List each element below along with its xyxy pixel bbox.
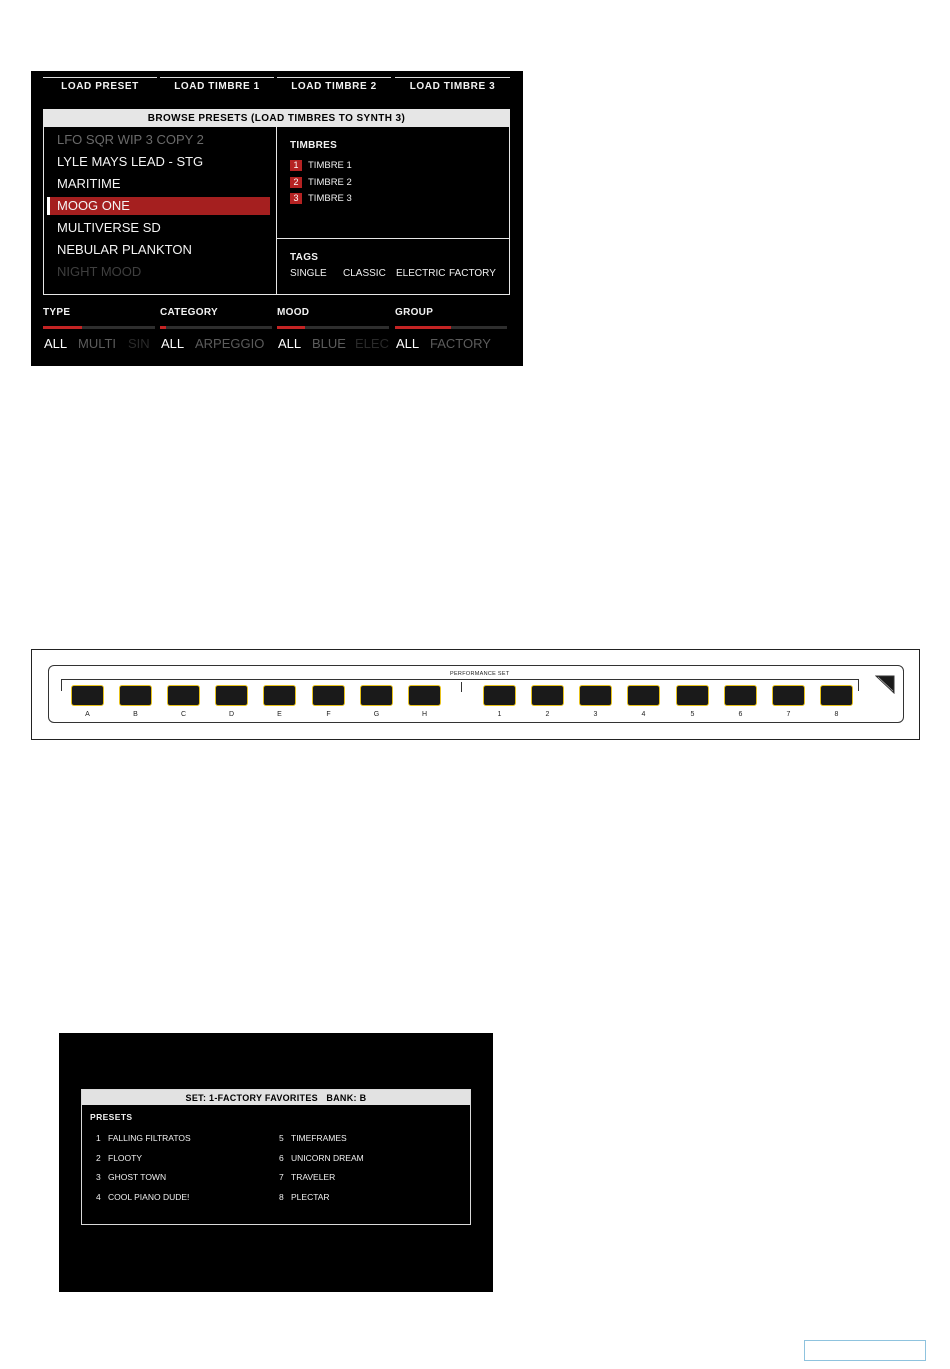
tags-divider — [277, 238, 509, 239]
tab-load-timbre-2[interactable]: LOAD TIMBRE 2 — [277, 77, 391, 95]
preset-key-button[interactable] — [579, 685, 612, 706]
browse-panel — [43, 109, 510, 295]
timbre-row-3 — [290, 192, 352, 204]
filter-scroll-fill — [160, 326, 166, 329]
set-preset-item[interactable] — [279, 1172, 335, 1184]
preset-key-button[interactable] — [724, 685, 757, 706]
filter-option[interactable]: ELEC — [355, 336, 389, 351]
timbre-row-2 — [290, 176, 352, 188]
bank-key-label: H — [421, 711, 428, 718]
tab-load-timbre-3[interactable]: LOAD TIMBRE 3 — [395, 77, 510, 95]
bank-key-button[interactable] — [167, 685, 200, 706]
set-preset-number: 7 — [279, 1172, 284, 1182]
filter-group[interactable] — [395, 307, 507, 357]
filter-option-selected[interactable]: ALL — [44, 336, 68, 351]
set-preset-name: COOL PIANO DUDE! — [108, 1191, 190, 1202]
browse-presets-screen — [31, 71, 523, 366]
bank-key-button[interactable] — [312, 685, 345, 706]
bank-key-label: D — [228, 711, 235, 718]
preset-key-button[interactable] — [676, 685, 709, 706]
preset-item[interactable]: NIGHT MOOD — [57, 264, 142, 279]
tag-classic: CLASSIC — [343, 268, 386, 279]
timbre-number-badge: 2 — [290, 177, 302, 188]
set-preset-item[interactable] — [96, 1153, 142, 1165]
preset-key-button[interactable] — [627, 685, 660, 706]
set-preset-number: 5 — [279, 1133, 284, 1143]
bracket-divider — [461, 682, 462, 692]
page-number-box — [804, 1340, 926, 1361]
bank-key-button[interactable] — [263, 685, 296, 706]
filter-label: TYPE — [43, 307, 71, 318]
timbre-label: TIMBRE 1 — [308, 159, 352, 171]
filter-mood[interactable] — [277, 307, 389, 357]
set-bank-screen — [59, 1033, 493, 1292]
preset-key-button[interactable] — [820, 685, 853, 706]
set-preset-name: GHOST TOWN — [108, 1172, 167, 1182]
set-preset-name: TIMEFRAMES — [291, 1133, 347, 1143]
set-preset-number: 1 — [96, 1133, 101, 1143]
preset-item[interactable]: LYLE MAYS LEAD - STG — [57, 154, 204, 169]
tab-load-preset[interactable]: LOAD PRESET — [43, 77, 157, 95]
preset-key-label: 5 — [690, 711, 695, 718]
filter-scroll-track[interactable] — [160, 326, 272, 329]
filter-type[interactable] — [43, 307, 155, 357]
preset-key-button[interactable] — [531, 685, 564, 706]
browse-panel-title: BROWSE PRESETS (LOAD TIMBRES TO SYNTH 3) — [44, 110, 509, 127]
tag-single: SINGLE — [290, 268, 327, 279]
list-cursor — [47, 197, 50, 215]
tag-electric: ELECTRIC — [396, 268, 446, 279]
preset-item[interactable]: LFO SQR WIP 3 COPY 2 — [57, 132, 204, 147]
filter-category[interactable] — [160, 307, 272, 357]
preset-item[interactable]: NEBULAR PLANKTON — [57, 242, 192, 257]
set-preset-number: 3 — [96, 1172, 101, 1182]
performance-set-diagram — [31, 649, 920, 740]
set-preset-item[interactable] — [96, 1172, 166, 1184]
set-preset-name: TRAVELER — [291, 1172, 336, 1182]
filter-option-selected[interactable]: ALL — [161, 336, 185, 351]
bank-key-label: G — [373, 711, 380, 718]
bank-key-button[interactable] — [71, 685, 104, 706]
set-preset-number: 2 — [96, 1152, 101, 1163]
bank-key-label: A — [85, 711, 90, 718]
triangle-corner-icon[interactable] — [875, 674, 895, 694]
tab-load-timbre-1[interactable]: LOAD TIMBRE 1 — [160, 77, 274, 95]
timbre-number-badge: 3 — [290, 193, 302, 204]
set-preset-name: FALLING FILTRATOS — [108, 1133, 191, 1143]
filter-scroll-track[interactable] — [395, 326, 507, 329]
column-divider — [276, 127, 277, 294]
bank-key-button[interactable] — [215, 685, 248, 706]
preset-key-button[interactable] — [772, 685, 805, 706]
preset-item[interactable]: MULTIVERSE SD — [57, 220, 161, 235]
timbres-heading: TIMBRES — [290, 140, 338, 151]
filter-option[interactable]: MULTI — [78, 336, 117, 351]
filter-scroll-fill — [43, 326, 82, 329]
filter-option-selected[interactable]: ALL — [396, 336, 420, 351]
preset-key-label: 7 — [786, 711, 791, 718]
set-preset-item[interactable] — [96, 1133, 191, 1145]
filter-option[interactable]: BLUE — [312, 336, 346, 351]
filter-option[interactable]: SIN — [128, 336, 150, 351]
tags-heading: TAGS — [290, 252, 319, 263]
filter-scroll-track[interactable] — [277, 326, 389, 329]
set-preset-name: FLOOTY — [108, 1152, 143, 1163]
preset-item-selected[interactable]: MOOG ONE — [50, 197, 270, 215]
bank-key-button[interactable] — [360, 685, 393, 706]
preset-key-label: 1 — [497, 711, 502, 718]
set-preset-number: 4 — [96, 1191, 101, 1202]
preset-item[interactable]: MARITIME — [57, 176, 121, 191]
filter-label: CATEGORY — [160, 307, 218, 318]
preset-key-label: 8 — [834, 711, 839, 718]
performance-set-panel — [48, 665, 904, 723]
filter-option[interactable]: FACTORY — [430, 336, 491, 351]
timbre-row-1 — [290, 159, 352, 171]
preset-key-label: 3 — [593, 711, 598, 718]
bank-key-button[interactable] — [408, 685, 441, 706]
bank-key-button[interactable] — [119, 685, 152, 706]
set-preset-name: PLECTAR — [291, 1191, 330, 1202]
bank-key-label: C — [180, 711, 187, 718]
timbre-number-badge: 1 — [290, 160, 302, 171]
filter-scroll-fill — [277, 326, 305, 329]
set-preset-name: UNICORN DREAM — [291, 1152, 364, 1163]
filter-label: GROUP — [395, 307, 434, 318]
bank-key-label: B — [133, 711, 138, 718]
presets-heading: PRESETS — [90, 1112, 133, 1122]
tag-factory: FACTORY — [449, 268, 496, 279]
filter-option[interactable]: ARPEGGIO — [195, 336, 265, 351]
bank-key-label: E — [277, 711, 282, 718]
filter-scroll-fill — [395, 326, 451, 329]
preset-key-label: 6 — [738, 711, 743, 718]
preset-list[interactable] — [44, 127, 276, 294]
timbre-label: TIMBRE 2 — [308, 176, 352, 188]
set-panel — [81, 1089, 471, 1225]
preset-key-button[interactable] — [483, 685, 516, 706]
preset-key-label: 2 — [545, 711, 550, 718]
preset-key-label: 4 — [641, 711, 646, 718]
set-preset-number: 6 — [279, 1152, 284, 1163]
timbre-label: TIMBRE 3 — [308, 192, 352, 204]
bank-key-label: F — [326, 711, 331, 718]
filter-option-selected[interactable]: ALL — [278, 336, 302, 351]
filter-scroll-track[interactable] — [43, 326, 155, 329]
set-panel-title: SET: 1-FACTORY FAVORITES BANK: B — [82, 1090, 470, 1105]
filter-label: MOOD — [277, 307, 310, 318]
set-preset-item[interactable] — [279, 1133, 347, 1145]
set-preset-item[interactable] — [96, 1192, 189, 1204]
set-preset-number: 8 — [279, 1191, 284, 1202]
set-preset-item[interactable] — [279, 1192, 330, 1204]
performance-set-label: PERFORMANCE SET — [450, 671, 510, 677]
set-preset-item[interactable] — [279, 1153, 364, 1165]
